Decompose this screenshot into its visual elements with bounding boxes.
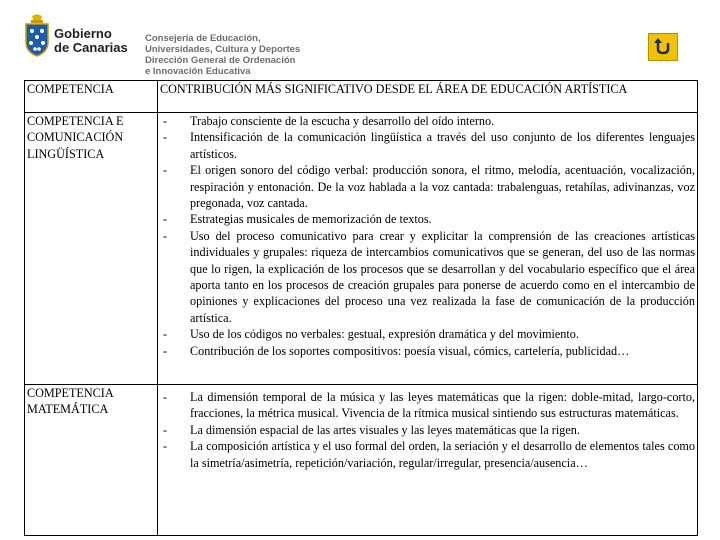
list-item: - La composición artística y el uso formal del orden, la seriación y el desarrollo de elementos tales como la simetría/asimetría, repetición/variación, regular/irregular, presencia/ausencia…	[160, 438, 695, 471]
list-item: - La dimensión temporal de la música y las leyes matemáticas que la rigen: doble-mitad, largo-corto, fracciones, la métrica musical. Vivencia de la rítmica musical sintiendo sus estructuras matemáticas.	[160, 389, 695, 422]
contribucion-cell	[158, 385, 698, 536]
list-item: - La dimensión espacial de las artes visuales y las leyes matemáticas que la rigen.	[160, 422, 695, 438]
consejeria-line: Universidades, Cultura y Deportes	[145, 44, 301, 55]
table-header-row	[25, 81, 698, 113]
list-item: - Uso de los códigos no verbales: gestual, expresión dramática y del movimiento.	[160, 326, 695, 342]
competencia-cell: COMPETENCIA E COMUNICACIÓN LINGÜÍSTICA	[25, 113, 158, 385]
return-button[interactable]	[648, 33, 678, 61]
logo-wordmark	[54, 27, 128, 55]
competencia-cell: COMPETENCIA MATEMÁTICA	[25, 385, 158, 536]
competencias-table	[24, 80, 698, 536]
consejeria-line: Consejería de Educación,	[145, 33, 261, 44]
coat-of-arms-icon	[22, 14, 52, 58]
consejeria-heading	[145, 33, 300, 77]
list-item: - Uso del proceso comunicativo para crear y explicitar la comprensión de las creaciones artísticas individuales y grupales: riqueza de intercambios comunicativos que se generan, del uso de las normas que lo rigen, la explicación de los procesos que se desarrollan y del vocabulario específico que el área aporta tanto en los procesos de creación grupales para ponerse de acuerdo como en el intercambio de opiniones y explicaciones del proceso una vez realizada la fase de comunicación de la producción artística.	[160, 228, 695, 326]
list-item: - Estrategias musicales de memorización de textos.	[160, 211, 695, 227]
contribucion-list	[160, 113, 695, 359]
list-item: - Trabajo consciente de la escucha y desarrollo del oído interno.	[160, 113, 695, 129]
list-item: - Intensificación de la comunicación lingüística a través del uso conjunto de los diferentes lenguajes artísticos.	[160, 129, 695, 162]
list-item: - El origen sonoro del código verbal: producción sonora, el ritmo, melodía, acentuación, vocalización, respiración y entonación. De la voz hablada a la voz cantada: trabalenguas, retahílas, adivinanzas, voz pregonada, voz cantada.	[160, 162, 695, 211]
consejeria-line: e Innovación Educativa	[145, 66, 251, 77]
logo-line1: Gobierno	[54, 26, 112, 41]
header-contribucion: CONTRIBUCIÓN MÁS SIGNIFICATIVO DESDE EL ÁREA DE EDUCACIÓN ARTÍSTICA	[158, 81, 698, 113]
list-item: - Contribución de los soportes compositivos: poesía visual, cómics, cartelería, publicidad…	[160, 343, 695, 359]
consejeria-line: Dirección General de Ordenación	[145, 55, 296, 66]
contribucion-list	[160, 389, 695, 471]
header-competencia: COMPETENCIA	[25, 81, 158, 113]
contribucion-cell	[158, 113, 698, 385]
table-row	[25, 113, 698, 385]
return-arrow-icon	[652, 37, 674, 57]
table-row	[25, 385, 698, 536]
logo-line2: de Canarias	[54, 40, 128, 55]
